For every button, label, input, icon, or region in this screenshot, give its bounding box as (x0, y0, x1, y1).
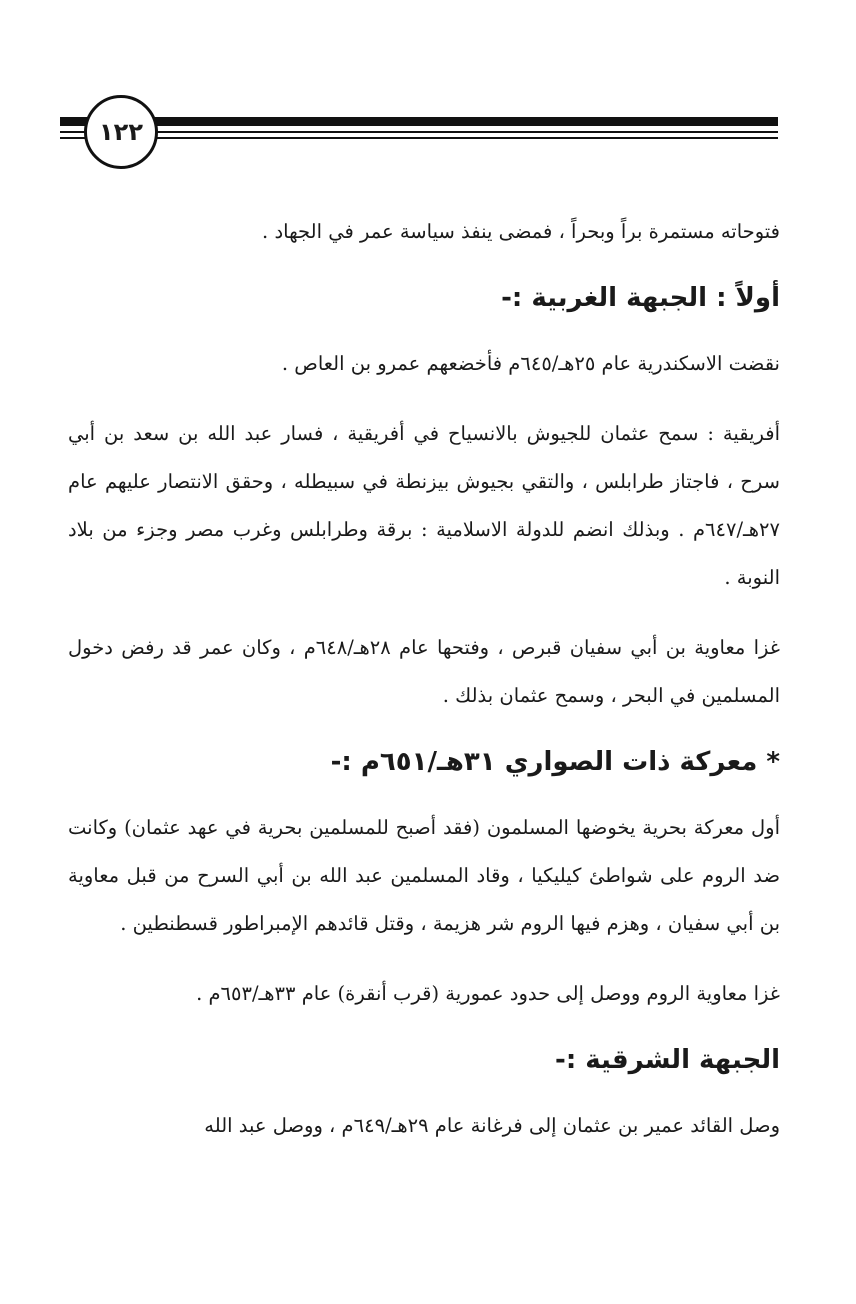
paragraph-sawari: أول معركة بحرية يخوضها المسلمون (فقد أصبح للمسلمين بحرية في عهد عثمان) وكانت ضد الروم على شواطئ كيليكيا ، وقاد المسلمين عبد الله بن أبي السرح من قبل معاوية بن أبي سفيان ، وهزم فيها الروم شر هزيمة ، وقتل قائدهم الإمبراطور قسطنطين . (68, 816, 780, 935)
paragraph-cyprus: غزا معاوية بن أبي سفيان قبرص ، وفتحها عام ٢٨هـ/٦٤٨م ، وكان عمر قد رفض دخول المسلمين في البحر ، وسمح عثمان بذلك . (68, 636, 780, 707)
page-number (84, 95, 158, 169)
header-rule-thick (60, 117, 778, 126)
page-number-text: ١٢٢ (99, 118, 143, 146)
section-heading-west: أولاً : الجبهة الغربية :- (501, 283, 780, 313)
paragraph-amorium: غزا معاوية الروم ووصل إلى حدود عمورية (قرب أنقرة) عام ٣٣هـ/٦٥٣م . (196, 982, 780, 1005)
header-rule-thin (60, 137, 778, 139)
page-body (68, 208, 780, 1150)
page-header (0, 0, 856, 175)
section-heading-sawari: * معركة ذات الصواري ٣١هـ/٦٥١م :- (330, 747, 780, 777)
paragraph-africa: أفريقية : سمح عثمان للجيوش بالانسياح في أفريقية ، فسار عبد الله بن سعد بن أبي سرح ، فاجتاز طرابلس ، والتقي بجيوش بيزنطة في سبيطله ، وحقق الانتصار عليهم عام ٢٧هـ/٦٤٧م . وبذلك انضم للدولة الاسلامية : برقة وطرابلس وغرب مصر وجزء من بلاد النوبة . (68, 422, 780, 589)
paragraph-farghana: وصل القائد عمير بن عثمان إلى فرغانة عام ٢٩هـ/٦٤٩م ، ووصل عبد الله (204, 1114, 780, 1137)
paragraph-alexandria: نقضت الاسكندرية عام ٢٥هـ/٦٤٥م فأخضعهم عمرو بن العاص . (281, 352, 780, 375)
header-rule-thin (60, 131, 778, 133)
intro-line: فتوحاته مستمرة براً وبحراً ، فمضى ينفذ سياسة عمر في الجهاد . (262, 220, 780, 243)
section-heading-east: الجبهة الشرقية :- (555, 1045, 780, 1075)
